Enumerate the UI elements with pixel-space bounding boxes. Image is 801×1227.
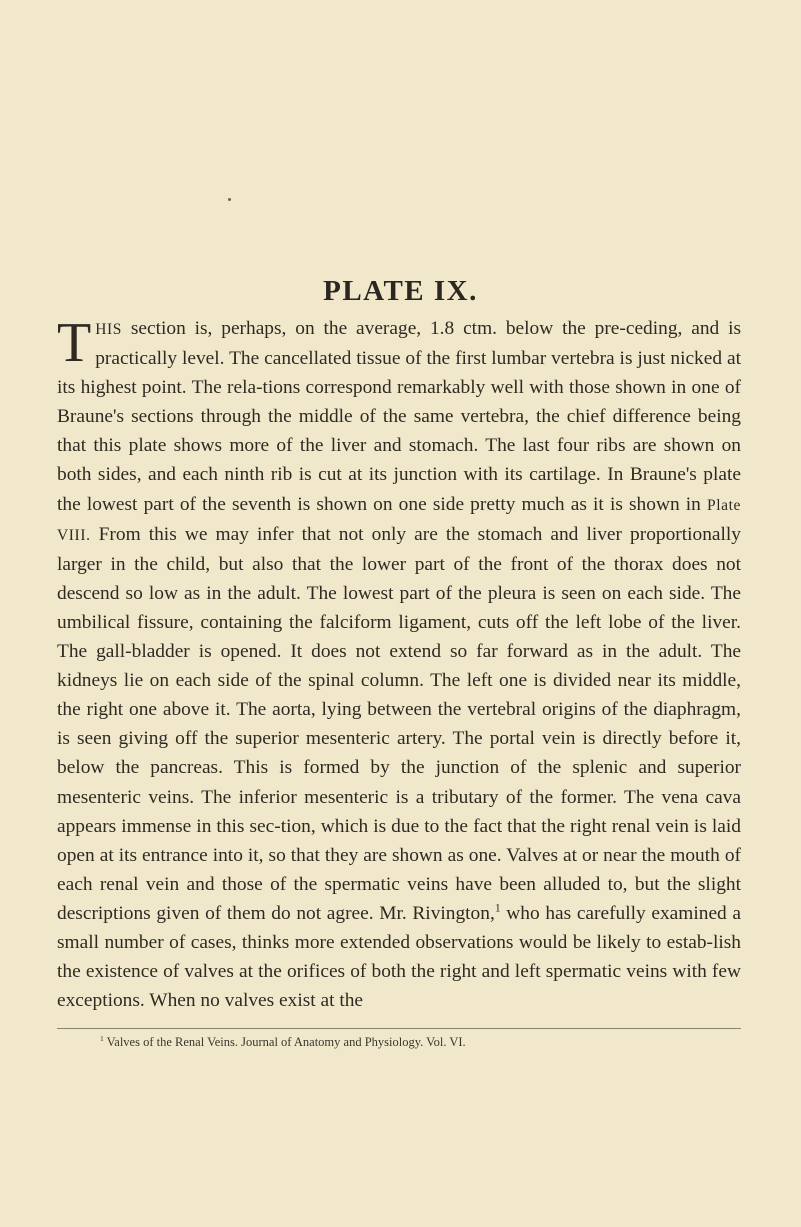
plate-title: PLATE IX. <box>323 275 478 308</box>
footnote <box>100 1034 740 1050</box>
footnote-number: 1 <box>100 1033 104 1043</box>
paragraph-middle: From this we may infer that not only are the stomach and liver proportionally larger in the child, but also that the lower part of the front of the thorax does not descend so low as in the adult. The lowest part of the pleura is seen on each side. The umbilical fissure, containing the falciform ligament, cuts off the left lobe of the liver. The gall-bladder is opened. It does not extend so far forward as in the adult. The kidneys lie on each side of the spinal column. The left one is divided near its middle, the right one above it. The aorta, lying between the vertebral origins of the diaphragm, is seen giving off the superior mesenteric artery. The portal vein is directly before it, below the pancreas. This is formed by the junction of the splenic and superior mesenteric veins. The inferior mesenteric is a tributary of the former. The vena cava appears immense in this sec-tion, which is due to the fact that the right renal vein is laid open at its entrance into it, so that they are shown as one. Valves at or near the mouth of each renal vein and those of the spermatic veins have been alluded to, but the slight descriptions given of them do not agree. Mr. Rivington, <box>57 523 741 924</box>
paragraph-start: section is, perhaps, on the average, 1.8 ctm. below the pre-ceding, and is practically level. The cancellated tissue of the first lumbar vertebra is just nicked at its highest point. The rela-tions correspond remarkably well with those shown in one of Braune's sections through the middle of the same vertebra, the chief difference being that this plate shows more of the liver and stomach. The last four ribs are shown on both sides, and each ninth rib is cut at its junction with its cartilage. In Braune's plate the lowest part of the seventh is shown on one side pretty much as it is shown in <box>57 318 741 515</box>
plate-reference: Plate VIII. <box>57 496 741 544</box>
footnote-rule <box>57 1028 741 1029</box>
paragraph-end: who has carefully examined a small number of cases, thinks more extended observations would be likely to estab-lish the existence of valves at the orifices of both the right and left spermatic veins with few exceptions. When no valves exist at the <box>57 902 742 1012</box>
footnote-text: Valves of the Renal Veins. Journal of Anatomy and Physiology. Vol. VI. <box>103 1035 466 1049</box>
body-paragraph <box>57 314 741 1015</box>
print-speck <box>228 198 231 201</box>
drop-cap: T <box>57 312 92 374</box>
footnote-marker: 1 <box>494 901 501 915</box>
lead-small-caps: HIS <box>95 321 122 338</box>
